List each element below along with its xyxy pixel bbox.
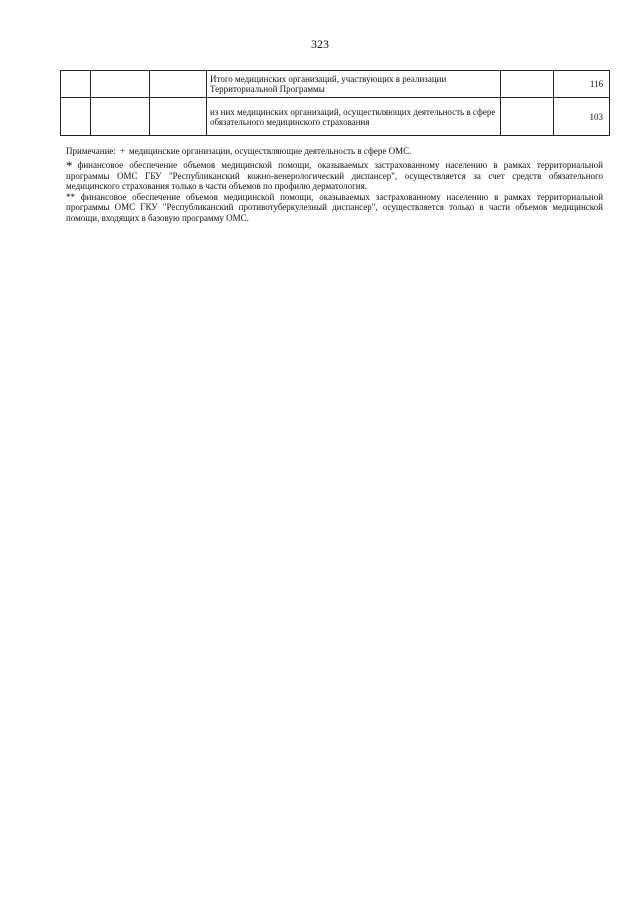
row-description: Итого медицинских организаций, участвующих в реализации Территориальной Программы (207, 71, 501, 98)
table-cell (61, 98, 91, 136)
note-double-star (66, 192, 603, 224)
footnotes (66, 146, 603, 223)
star-marker: * (66, 157, 73, 173)
table-cell (501, 98, 554, 136)
table-row-oms (61, 98, 610, 136)
row-description: из них медицинских организаций, осуществляющих деятельность в сфере обязательного медицинского страхования (207, 98, 501, 136)
note-star-text: финансовое обеспечение объемов медицинской помощи, оказываемых застрахованному населению в рамках территориальной программы ОМС ГБУ "Республиканский кожно-венерологический диспансер", осуществляется за счет средств обязательного медицинского страхования только в части объемов по профилю дерматология. (66, 159, 603, 191)
row-count: 103 (554, 98, 610, 136)
table-row-total (61, 71, 610, 98)
table-cell (61, 71, 91, 98)
note-label: Примечание: (66, 146, 116, 156)
note-plus (66, 146, 603, 157)
plus-marker: + (119, 146, 126, 156)
page-number: 323 (311, 37, 329, 51)
table-cell (501, 71, 554, 98)
note-star (66, 157, 603, 192)
double-star-marker: ** (66, 191, 75, 202)
note-double-star-text: финансовое обеспечение объемов медицинской помощи, оказываемых застрахованному населению в рамках территориальной программы ОМС ГКУ "Республиканский противотуберкулезный диспансер", осуществляется только в части объемов медицинской помощи, входящих в базовую программу ОМС. (66, 191, 604, 223)
row-count: 116 (554, 71, 610, 98)
summary-table (60, 70, 610, 136)
table-cell (91, 98, 150, 136)
table-cell (150, 71, 207, 98)
table-cell (150, 98, 207, 136)
note-plus-text: медицинские организации, осуществляющие деятельность в сфере ОМС. (129, 146, 412, 156)
table-cell (91, 71, 150, 98)
